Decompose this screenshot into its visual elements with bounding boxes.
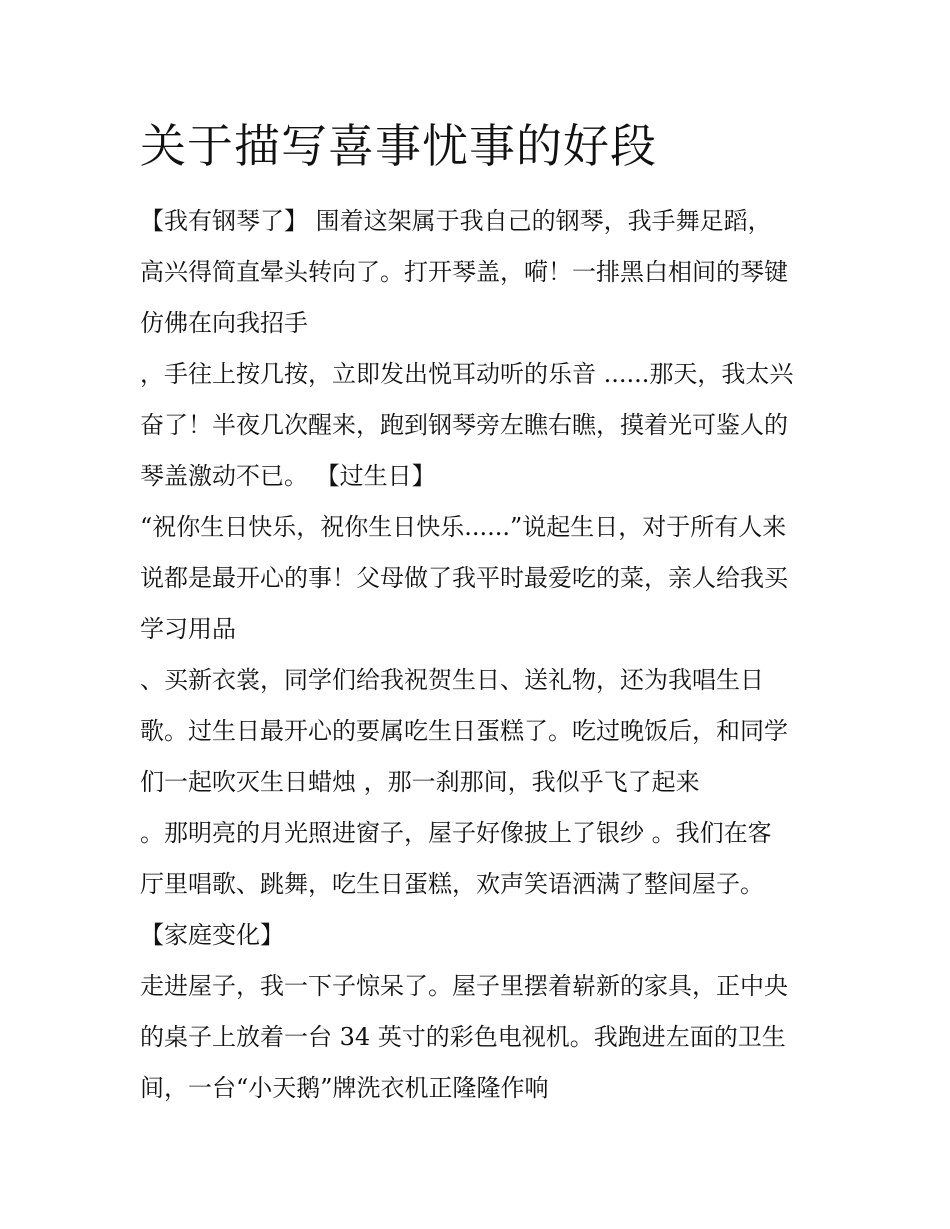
text-line: 琴盖激动不已。 【过生日】 <box>140 462 436 490</box>
text-line: 间，一台“小天鹅”牌洗衣机正隆隆作响 <box>140 1074 549 1102</box>
text-line: 说都是最开心的事！父母做了我平时最爱吃的菜，亲人给我买 <box>140 564 788 592</box>
text-line: 学习用品 <box>140 615 236 643</box>
text-line: 们一起吹灭生日蜡烛 ，那一刹那间，我似乎飞了起来 <box>140 768 700 796</box>
text-line: “祝你生日快乐，祝你生日快乐......”说起生日，对于所有人来 <box>140 513 787 541</box>
text-line: 【我有钢琴了】 围着这架属于我自己的钢琴，我手舞足蹈， <box>140 207 772 235</box>
document-body <box>140 196 820 1114</box>
text-line: 【家庭变化】 <box>140 921 284 949</box>
text-line: 。那明亮的月光照进窗子，屋子好像披上了银纱 。我们在客 <box>140 819 772 847</box>
text-line: 走进屋子，我一下子惊呆了。屋子里摆着崭新的家具，正中央 <box>140 972 788 1000</box>
text-line: 厅里唱歌、跳舞，吃生日蛋糕，欢声笑语洒满了整间屋子。 <box>140 870 764 898</box>
text-line: 奋了！半夜几次醒来，跑到钢琴旁左瞧右瞧，摸着光可鉴人的 <box>140 411 788 439</box>
text-line: 仿佛在向我招手 <box>140 309 308 337</box>
text-line: ，手往上按几按，立即发出悦耳动听的乐音 ......那天，我太兴 <box>140 360 794 388</box>
text-line: 、买新衣裳，同学们给我祝贺生日、送礼物，还为我唱生日 <box>140 666 764 694</box>
text-line: 的桌子上放着一台 34 英寸的彩色电视机。我跑进左面的卫生 <box>140 1023 786 1051</box>
text-line: 高兴得简直晕头转向了。打开琴盖，嗬！一排黑白相间的琴键 <box>140 258 788 286</box>
text-line: 歌。过生日最开心的要属吃生日蛋糕了。吃过晚饭后，和同学 <box>140 717 788 745</box>
document-title: 关于描写喜事忧事的好段 <box>140 119 657 173</box>
